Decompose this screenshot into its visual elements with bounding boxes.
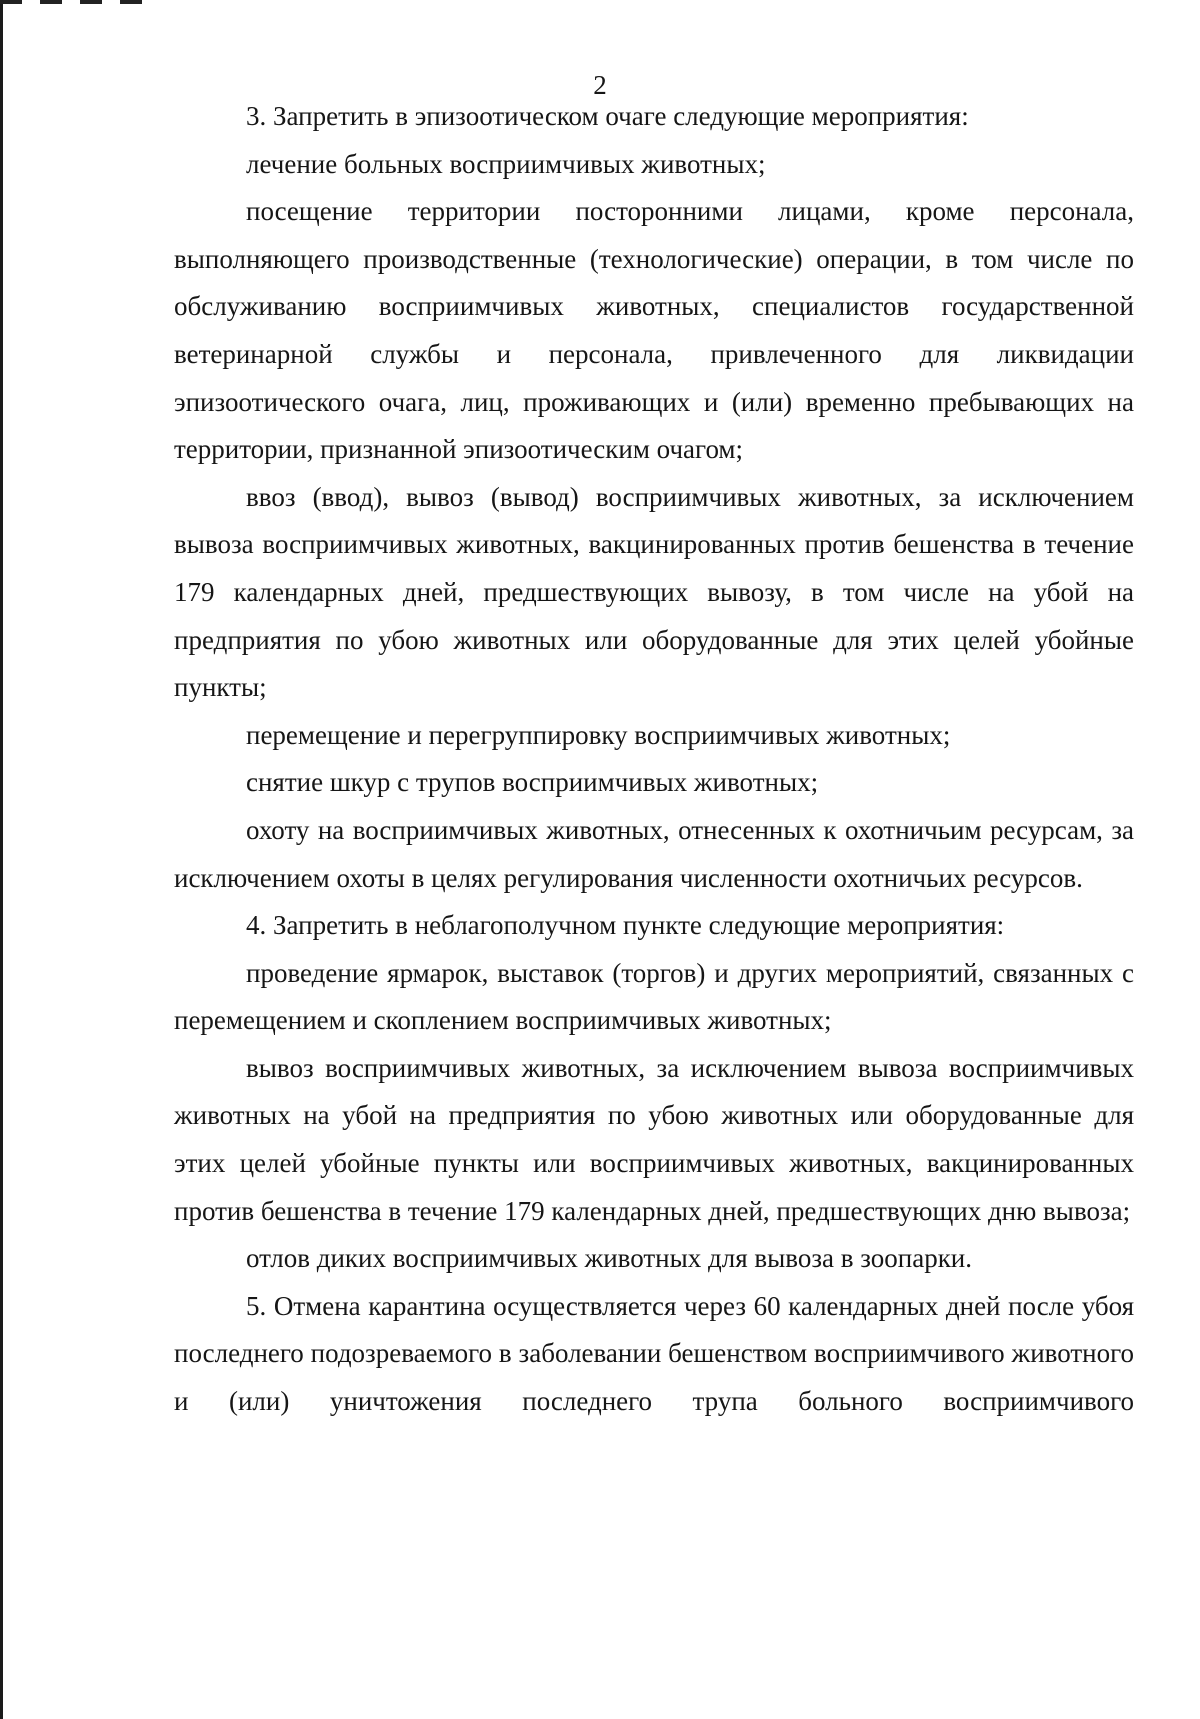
paragraph-8: 4. Запретить в неблагополучном пункте следующие мероприятия:: [246, 910, 1005, 941]
paragraph-11: отлов диких восприимчивых животных для вывоза в зоопарки.: [246, 1243, 973, 1274]
paragraph-4: ввоз (ввод), вывоз (вывод) восприимчивых животных, за исключением вывоза восприимчивых животных, вакцинированных против бешенства в течение 179 календарных дней, предшествующих вывозу, в том числе на убой на предприятия по убою животных или оборудованные для этих целей убойные пункты;: [174, 481, 1134, 703]
paragraph-7: охоту на восприимчивых животных, отнесенных к охотничьим ресурсам, за исключением охоты в целях регулирования численности охотничьих ресурсов.: [174, 814, 1134, 893]
paragraph-1: 3. Запретить в эпизоотическом очаге следующие мероприятия:: [246, 101, 969, 131]
paragraph-9: проведение ярмарок, выставок (торгов) и других мероприятий, связанных с перемещением и скоплением восприимчивых животных;: [174, 957, 1134, 1036]
paragraph-12: 5. Отмена карантина осуществляется через 60 календарных дней после убоя последнего подозреваемого в заболевании бешенством восприимчивого животного и (или) уничтожения последнего трупа больного восприимчивого: [174, 1290, 1134, 1417]
scan-top-marks: [0, 0, 160, 4]
paragraph-3: посещение территории посторонними лицами, кроме персонала, выполняющего производственные (технологические) операции, в том числе по обслуживанию восприимчивых животных, специалистов государственной ветеринарной службы и персонала, привлеченного для ликвидации эпизоотического очага, лиц, проживающих и (или) временно пребывающих на территории, признанной эпизоотическим очагом;: [174, 196, 1134, 465]
paragraph-2: лечение больных восприимчивых животных;: [246, 148, 766, 179]
scan-left-edge: [0, 0, 3, 1719]
document-body: [174, 93, 1134, 1426]
paragraph-6: снятие шкур с трупов восприимчивых животных;: [246, 767, 819, 798]
paragraph-5: перемещение и перегруппировку восприимчивых животных;: [246, 719, 951, 750]
paragraph-10: вывоз восприимчивых животных, за исключением вывоза восприимчивых животных на убой на предприятия по убою животных или оборудованные для этих целей убойные пункты или восприимчивых животных, вакцинированных против бешенства в течение 179 календарных дней, предшествующих дню вывоза;: [174, 1052, 1134, 1226]
page-number: 2: [593, 70, 607, 100]
